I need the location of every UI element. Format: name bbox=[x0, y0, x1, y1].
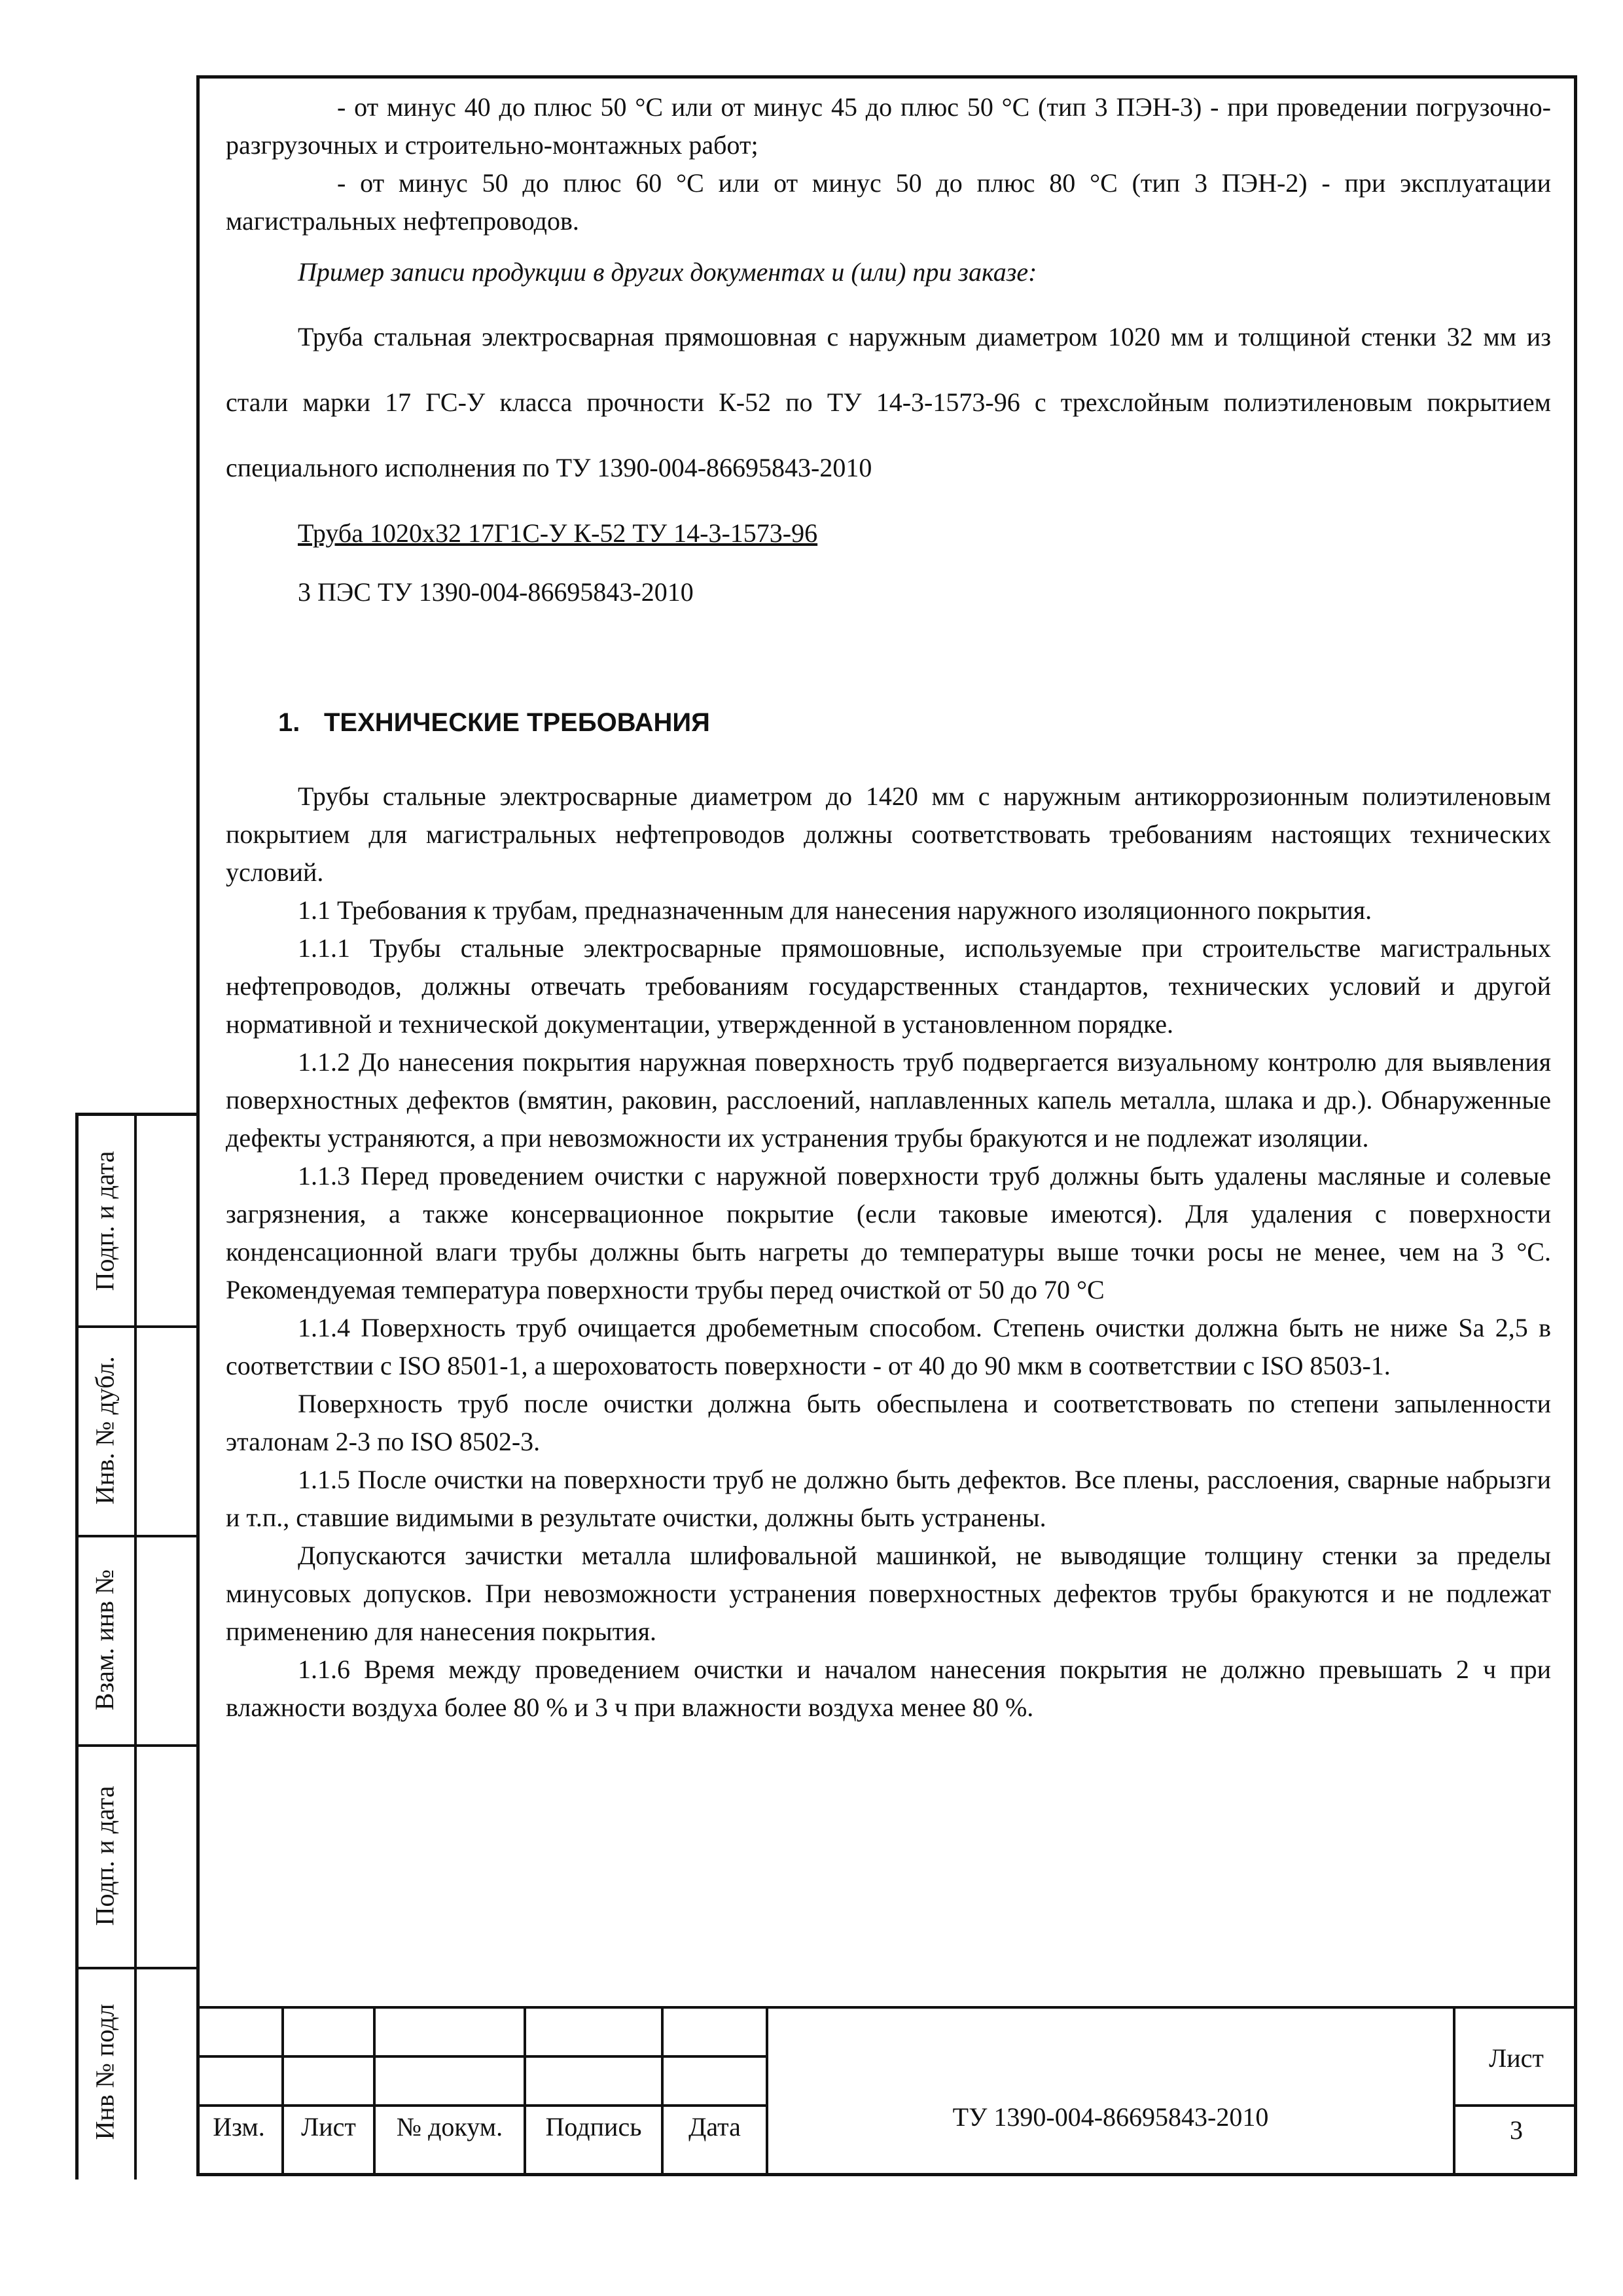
tb-signature: Подпись bbox=[545, 2112, 642, 2142]
tb-izm: Изм. bbox=[213, 2112, 265, 2142]
paragraph-1-1-2: 1.1.2 До нанесения покрытия наружная поверхность труб подвергается визуальному контролю для выявления поверхностных дефектов (вмятин, раковин, расслоений, наплавленных капель металла, шлака и др.). Обнаруженные дефекты устраняются, а при невозможности их устранения трубы бракуются и не подлежат изоляции. bbox=[226, 1047, 1551, 1153]
paragraph-1-1-4: 1.1.4 Поверхность труб очищается дробеметным способом. Степень очистки должна быть не ниже Sa 2,5 в соответствии с ISO 8501-1, а шероховатость поверхности - от 40 до 90 мкм в соответствии с ISO 8503-1. bbox=[226, 1313, 1551, 1380]
paragraph-dust: Поверхность труб после очистки должна быть обеспылена и соответствовать по степени запыленности эталонам 2-3 по ISO 8502-3. bbox=[226, 1389, 1551, 1456]
section-title bbox=[226, 704, 1551, 742]
section-number: 1. bbox=[278, 708, 300, 737]
section-title-text: ТЕХНИЧЕСКИЕ ТРЕБОВАНИЯ bbox=[324, 708, 710, 737]
paragraph-grinding: Допускаются зачистки металла шлифовальной машинкой, не выводящие толщину стенки за пределы минусовых допусков. При невозможности устранения поверхностных дефектов трубы бракуются и не подлежат применению для нанесения покрытия. bbox=[226, 1541, 1551, 1646]
document-body bbox=[226, 88, 1551, 1727]
paragraph-1-1-6: 1.1.6 Время между проведением очистки и началом нанесения покрытия не должно превышать 2 ч при влажности воздуха более 80 % и 3 ч при влажности воздуха менее 80 %. bbox=[226, 1655, 1551, 1722]
paragraph-intro: Трубы стальные электросварные диаметром до 1420 мм с наружным антикоррозионным полиэтиленовым покрытием для магистральных нефтепроводов должны соответствовать требованиям настоящих технических условий. bbox=[226, 781, 1551, 887]
title-block bbox=[196, 2006, 1577, 2176]
paragraph-1-1-3: 1.1.3 Перед проведением очистки с наружной поверхности труб должны быть удалены масляные и солевые загрязнения, а также консервационное покрытие (если таковые имеются). Для удаления с поверхности конденсационной влаги трубы должны быть нагреты до температуры выше точки росы не менее, чем на 3 °С. Рекомендуемая температура поверхности трубы перед очисткой от 50 до 70 °С bbox=[226, 1161, 1551, 1304]
margin-label-inv-dubl: Инв. № дубл. bbox=[90, 1355, 120, 1505]
tb-date: Дата bbox=[688, 2112, 741, 2142]
margin-strip bbox=[75, 1113, 200, 2176]
paragraph-1-1-5: 1.1.5 После очистки на поверхности труб не должно быть дефектов. Все плены, расслоения, сварные набрызги и т.п., ставшие видимыми в результате очистки, должны быть устранены. bbox=[226, 1465, 1551, 1532]
tb-list: Лист bbox=[301, 2112, 356, 2142]
example-heading: Пример записи продукции в других документах и (или) при заказе: bbox=[298, 257, 1037, 287]
margin-label-sign-date-2: Подп. и дата bbox=[90, 1785, 120, 1926]
paragraph-temp-range-1: - от минус 40 до плюс 50 °С или от минус 45 до плюс 50 °С (тип 3 ПЭН-3) - при проведении погрузочно-разгрузочных и строительно-монтажных работ; bbox=[226, 92, 1551, 160]
tb-sheet-number: 3 bbox=[1510, 2115, 1523, 2145]
tb-doc-no: № докум. bbox=[396, 2112, 503, 2142]
example-body: Труба стальная электросварная прямошовная с наружным диаметром 1020 мм и толщиной стенки 32 мм из стали марки 17 ГС-У класса прочности К-52 по ТУ 14-3-1573-96 с трехслойным полиэтиленовым покрытием специального исполнения по ТУ 1390-004-86695843-2010 bbox=[226, 322, 1551, 482]
margin-label-inv-podl: Инв № подл bbox=[90, 2003, 120, 2140]
margin-label-sign-date-1: Подп. и дата bbox=[90, 1151, 120, 1291]
tb-sheet-label: Лист bbox=[1489, 2043, 1544, 2073]
example-coating: 3 ПЭС ТУ 1390-004-86695843-2010 bbox=[298, 577, 694, 607]
paragraph-1-1-1: 1.1.1 Трубы стальные электросварные прямошовные, используемые при строительстве магистральных нефтепроводов, должны отвечать требованиям государственных стандартов, технических условий и другой нормативной и технической документации, утвержденной в установленном порядке. bbox=[226, 933, 1551, 1039]
paragraph-temp-range-2: - от минус 50 до плюс 60 °С или от минус 50 до плюс 80 °С (тип 3 ПЭН-2) - при эксплуатации магистральных нефтепроводов. bbox=[226, 168, 1551, 236]
margin-label-vzam-inv: Взам. инв № bbox=[90, 1569, 120, 1710]
tb-document-code: ТУ 1390-004-86695843-2010 bbox=[952, 2102, 1269, 2132]
example-designation: Труба 1020х32 17Г1С-У К-52 ТУ 14-3-1573-96 bbox=[298, 518, 818, 548]
paragraph-1-1: 1.1 Требования к трубам, предназначенным для нанесения наружного изоляционного покрытия. bbox=[298, 895, 1372, 925]
